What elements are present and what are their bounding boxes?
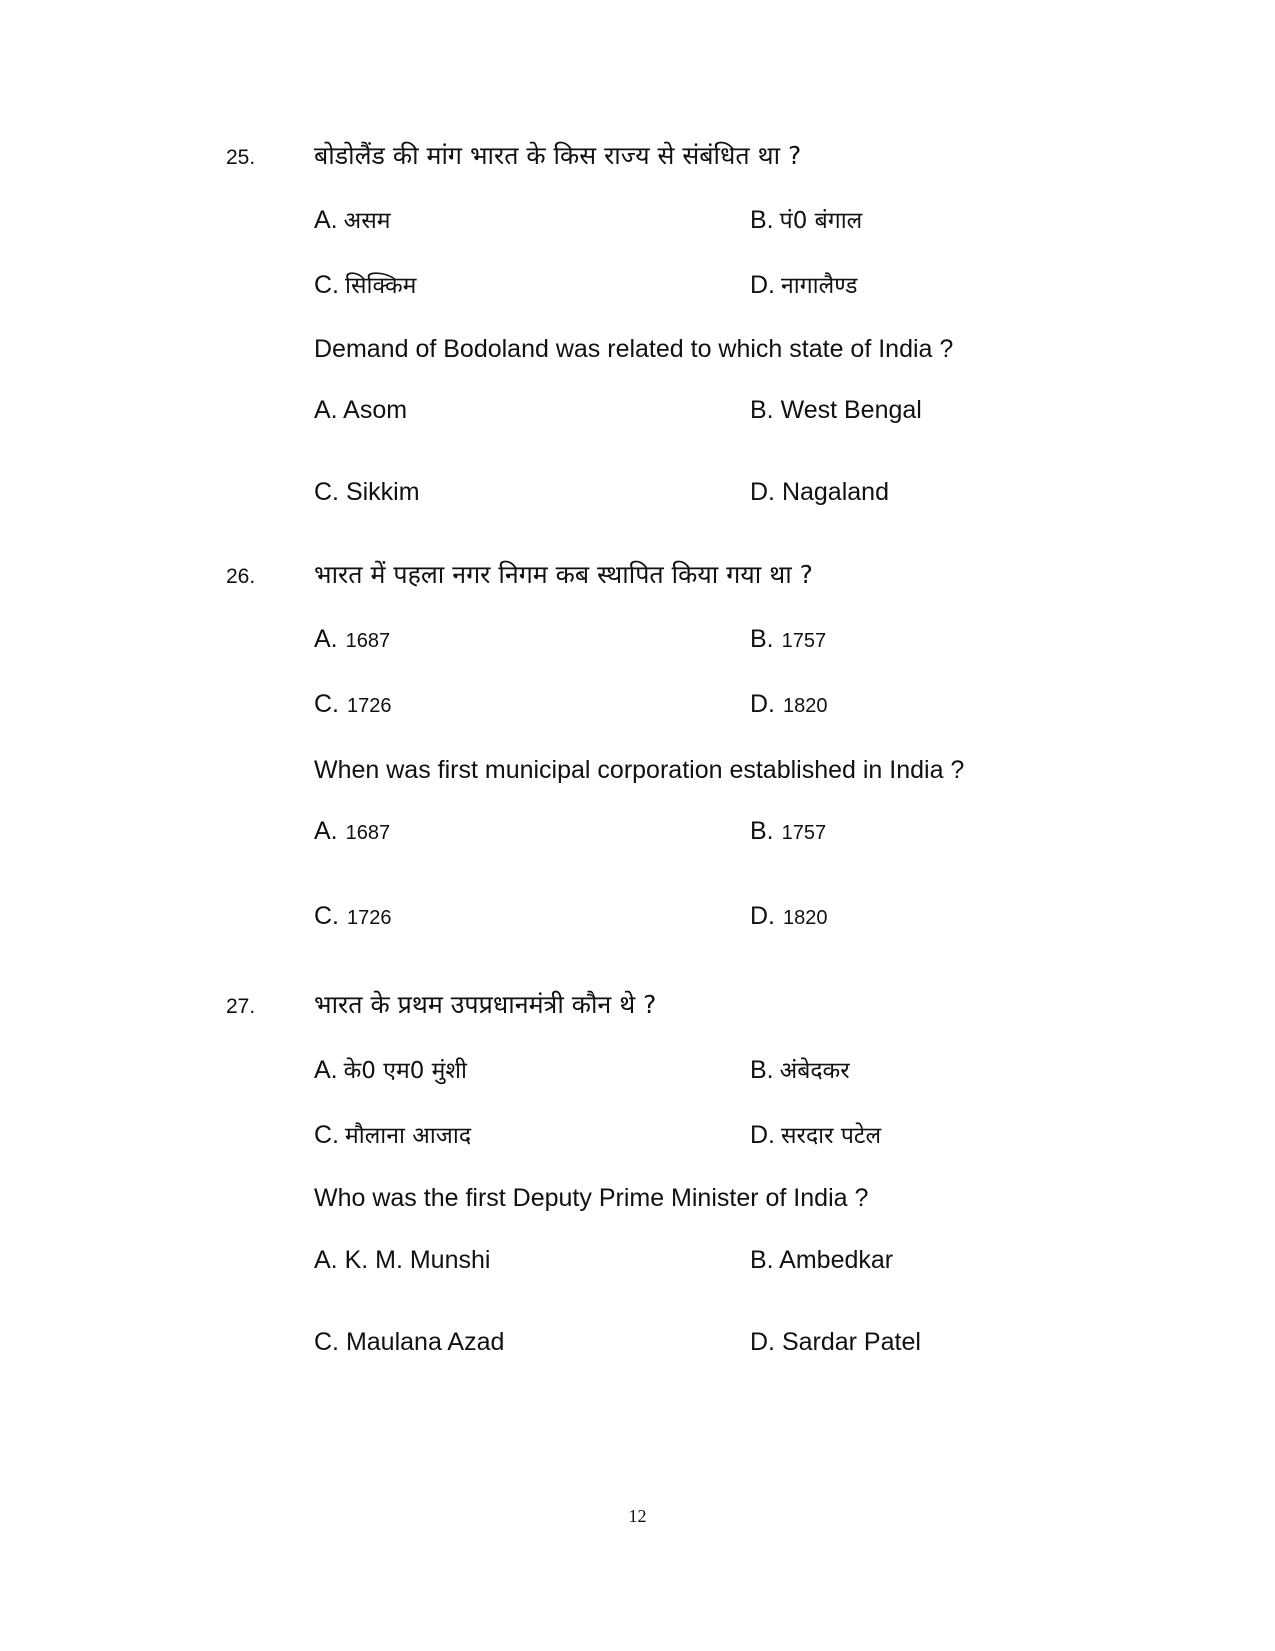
option-text: C. Maulana Azad — [314, 1328, 505, 1356]
question-text-hindi: बोडोलैंड की मांग भारत के किस राज्य से संबंधित था ? — [314, 141, 802, 170]
question-text-english: Who was the first Deputy Prime Minister of India ? — [314, 1184, 869, 1212]
option-text: A. K. M. Munshi — [314, 1246, 491, 1274]
option-d-hindi — [750, 268, 857, 300]
option-b-english — [750, 1246, 893, 1275]
option-b-hindi — [750, 1053, 850, 1085]
option-label: A. — [314, 817, 338, 845]
option-d-hindi — [750, 690, 828, 719]
option-label: A. — [314, 625, 338, 653]
option-b-english — [750, 817, 826, 846]
option-d-english — [750, 1328, 921, 1357]
question-number: 26. — [226, 565, 256, 588]
option-a-hindi — [314, 1053, 467, 1085]
option-label: D. — [750, 902, 775, 930]
question-number: 27. — [226, 995, 256, 1018]
option-text: C. Sikkim — [314, 478, 420, 506]
option-text: अंबेदकर — [779, 1058, 850, 1084]
option-label: D. — [750, 690, 775, 718]
question-text-hindi: भारत के प्रथम उपप्रधानमंत्री कौन थे ? — [314, 990, 657, 1019]
option-a-hindi — [314, 625, 390, 654]
option-b-english — [750, 396, 922, 425]
question-text-english: When was first municipal corporation established in India ? — [314, 756, 965, 784]
option-label: D. — [750, 1121, 775, 1149]
option-text: 1726 — [347, 907, 392, 929]
option-a-english — [314, 817, 390, 846]
option-a-english — [314, 1246, 490, 1275]
option-b-hindi — [750, 625, 826, 654]
option-label: C. — [314, 271, 339, 299]
option-text: D. Nagaland — [750, 478, 889, 506]
option-text: 1820 — [783, 695, 828, 717]
option-text: नागालैण्ड — [781, 273, 858, 299]
option-text: B. Ambedkar — [750, 1246, 894, 1274]
option-text: के0 एम0 मुंशी — [343, 1058, 468, 1084]
question-text-hindi: भारत में पहला नगर निगम कब स्थापित किया गया था ? — [314, 560, 813, 589]
option-text: 1687 — [345, 630, 391, 652]
option-text: 1757 — [781, 822, 827, 844]
question-number: 25. — [226, 146, 256, 169]
option-text: असम — [343, 208, 391, 234]
option-label: C. — [314, 902, 339, 930]
option-text: 1757 — [781, 630, 827, 652]
option-d-hindi — [750, 1118, 881, 1150]
option-text: B. West Bengal — [750, 396, 922, 424]
option-c-hindi — [314, 1118, 471, 1150]
option-text: सिक्किम — [345, 273, 417, 299]
option-a-hindi — [314, 203, 391, 235]
option-b-hindi — [750, 203, 862, 235]
option-d-english — [750, 902, 828, 931]
option-text: 1820 — [783, 907, 828, 929]
option-a-english — [314, 396, 407, 425]
option-label: C. — [314, 1121, 339, 1149]
option-c-english — [314, 478, 420, 507]
option-label: B. — [750, 625, 774, 653]
option-label: D. — [750, 271, 775, 299]
option-label: A. — [314, 1056, 338, 1084]
page-number: 12 — [628, 1506, 647, 1526]
option-label: C. — [314, 690, 339, 718]
option-c-hindi — [314, 268, 416, 300]
option-c-english — [314, 1328, 504, 1357]
option-text: D. Sardar Patel — [750, 1328, 921, 1356]
option-text: मौलाना आजाद — [345, 1123, 472, 1149]
option-text: सरदार पटेल — [781, 1123, 882, 1149]
option-c-hindi — [314, 690, 392, 719]
option-label: B. — [750, 1056, 774, 1084]
option-text: 1726 — [347, 695, 392, 717]
option-text: A. Asom — [314, 396, 408, 424]
option-text: 1687 — [345, 822, 391, 844]
option-d-english — [750, 478, 889, 507]
question-text-english: Demand of Bodoland was related to which state of India ? — [314, 335, 954, 363]
option-label: A. — [314, 206, 338, 234]
option-label: B. — [750, 206, 774, 234]
option-c-english — [314, 902, 392, 931]
option-text: पं0 बंगाल — [779, 208, 863, 234]
option-label: B. — [750, 817, 774, 845]
